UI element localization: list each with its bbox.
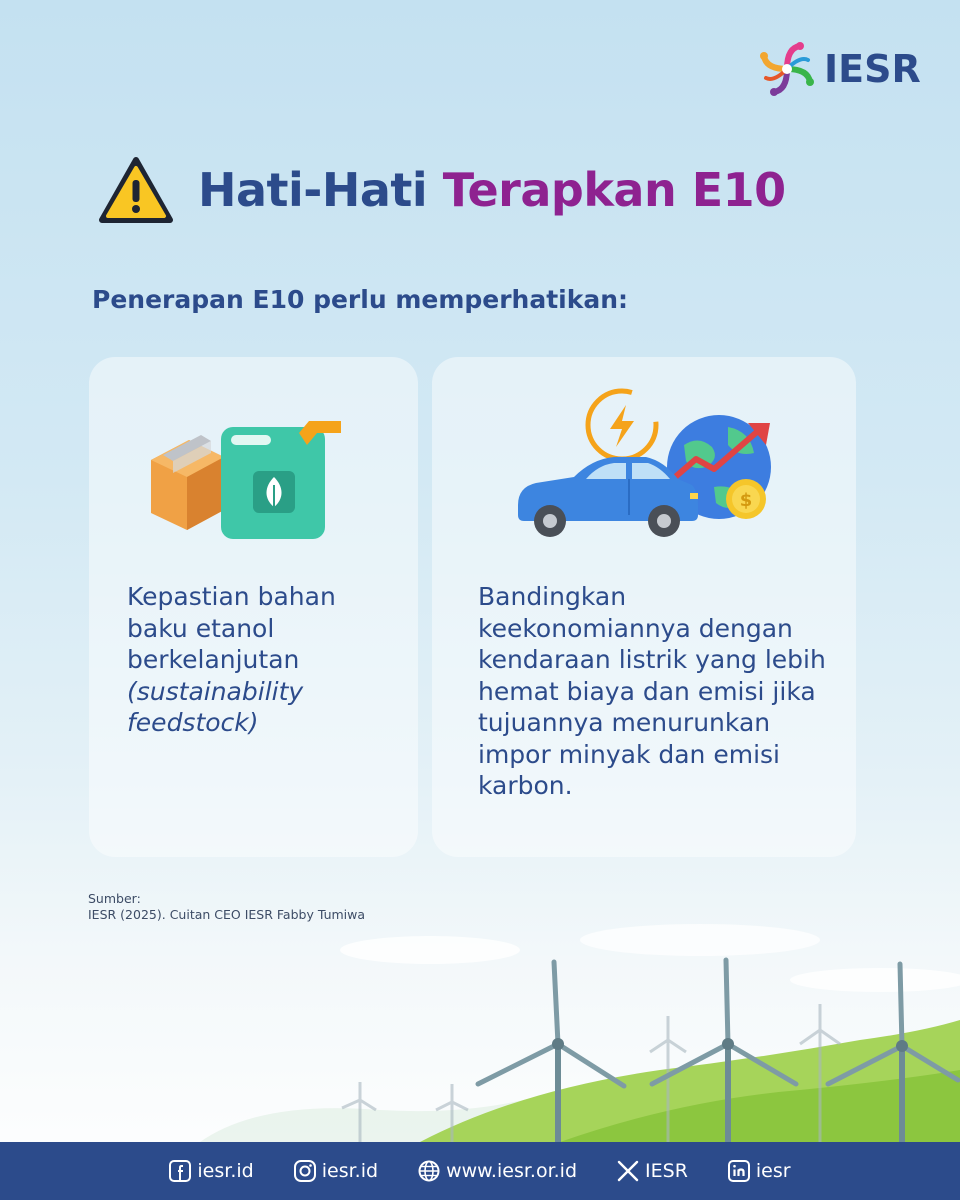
logo-text: IESR — [824, 47, 921, 91]
footer-instagram-label: iesr.id — [321, 1160, 379, 1182]
card-feedstock — [89, 357, 418, 857]
x-logo-icon — [617, 1160, 639, 1182]
source-text: IESR (2025). Cuitan CEO IESR Fabby Tumiwa — [88, 907, 366, 922]
iesr-logo — [756, 38, 921, 100]
facebook-icon — [169, 1160, 191, 1182]
footer-website[interactable] — [418, 1160, 577, 1182]
title-part-1: Hati-Hati — [198, 163, 428, 217]
card-feedstock-italic: (sustainability feedstock) — [127, 676, 304, 737]
footer-facebook-label: iesr.id — [197, 1160, 254, 1182]
warning-icon — [98, 156, 174, 224]
card-electric-vehicle — [432, 357, 856, 857]
footer-x[interactable] — [617, 1160, 688, 1182]
footer-instagram[interactable] — [294, 1160, 378, 1182]
card-feedstock-main: Kepastian bahan baku etanol berkelanjutan — [127, 582, 336, 674]
footer-x-label: IESR — [645, 1160, 688, 1182]
footer-social-bar — [0, 1142, 960, 1200]
source-label: Sumber: — [88, 891, 141, 906]
linkedin-icon — [728, 1160, 750, 1182]
subtitle: Penerapan E10 perlu memperhatikan: — [92, 285, 629, 314]
globe-icon — [418, 1160, 440, 1182]
fuel-jerrycan-box-icon — [149, 415, 349, 545]
svg-text:$: $ — [739, 490, 753, 511]
instagram-icon — [294, 1160, 316, 1182]
footer-linkedin-label: iesr — [755, 1160, 791, 1182]
footer-website-label: www.iesr.or.id — [446, 1160, 578, 1182]
title-row — [98, 156, 786, 224]
electric-car-globe-icon — [514, 387, 774, 547]
footer-linkedin[interactable] — [728, 1160, 791, 1182]
footer-facebook[interactable] — [169, 1160, 253, 1182]
wind-turbine-landscape — [0, 920, 960, 1142]
source-note — [88, 891, 365, 923]
page-title — [198, 163, 786, 217]
iesr-logo-mark-icon — [756, 38, 818, 100]
title-part-2: Terapkan E10 — [442, 163, 786, 217]
card-electric-vehicle-text: Bandingkan keekonomiannya dengan kendaraan listrik yang lebih hemat biaya dan emisi jika tujuannya menurunkan impor minyak dan emisi karbon. — [478, 582, 826, 800]
card-feedstock-text — [127, 581, 397, 739]
